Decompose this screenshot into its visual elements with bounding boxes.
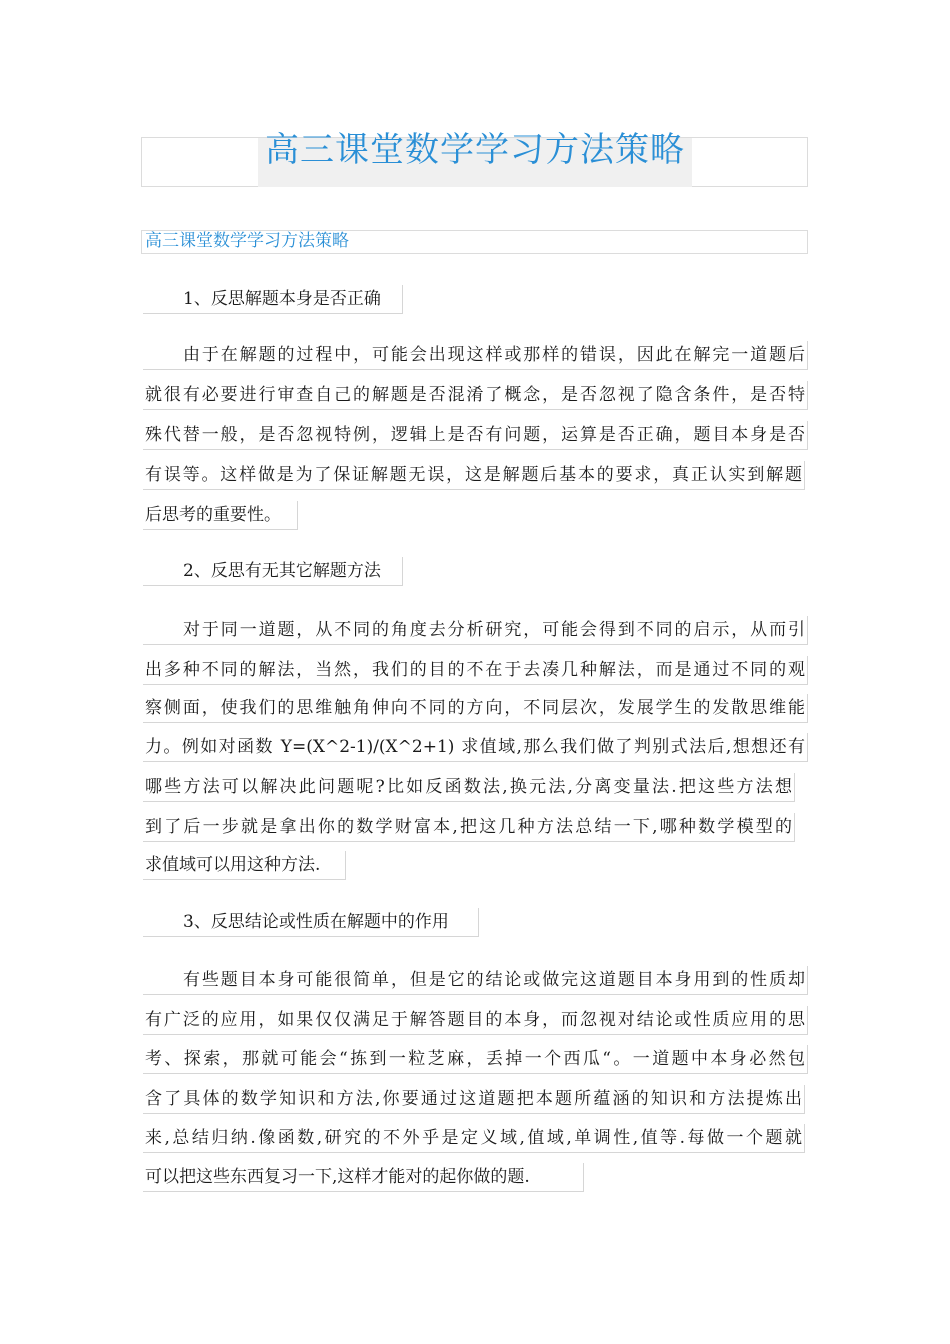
paragraph-line: 到了后一步就是拿出你的数学财富本,把这几种方法总结一下,哪种数学模型的 (143, 813, 795, 842)
paragraph-line: 求值域可以用这种方法. (143, 851, 346, 880)
paragraph-line: 来,总结归纳.像函数,研究的不外乎是定义域,值域,单调性,值等.每做一个题就 (143, 1124, 805, 1153)
paragraph-line: 可以把这些东西复习一下,这样才能对的起你做的题. (143, 1163, 584, 1192)
paragraph-line: 由于在解题的过程中，可能会出现这样或那样的错误，因此在解完一道题后 (143, 341, 808, 370)
paragraph-line: 考、探索，那就可能会“拣到一粒芝麻，丢掉一个西瓜“。一道题中本身必然包 (143, 1045, 808, 1074)
page-title: 高三课堂数学学习方法策略 (265, 130, 685, 170)
paragraph-line: 哪些方法可以解决此问题呢?比如反函数法,换元法,分离变量法.把这些方法想 (143, 773, 795, 802)
paragraph-line: 有些题目本身可能很简单，但是它的结论或做完这道题目本身用到的性质却 (143, 966, 808, 995)
paragraph-line: 就很有必要进行审查自己的解题是否混淆了概念，是否忽视了隐含条件，是否特 (143, 381, 808, 410)
paragraph-line: 后思考的重要性。 (143, 501, 298, 530)
paragraph-line: 有误等。这样做是为了保证解题无误，这是解题后基本的要求，真正认实到解题 (143, 461, 805, 490)
paragraph-line: 对于同一道题，从不同的角度去分析研究，可能会得到不同的启示，从而引 (143, 616, 808, 645)
paragraph-line: 察侧面，使我们的思维触角伸向不同的方向，不同层次，发展学生的发散思维能 (143, 694, 808, 723)
section-heading: 1、反思解题本身是否正确 (143, 285, 403, 314)
subtitle: 高三课堂数学学习方法策略 (145, 231, 349, 251)
paragraph-line: 力。例如对函数 Y=(X^2-1)/(X^2+1) 求值域,那么我们做了判别式法后,想想还有 (143, 733, 808, 762)
section-heading: 3、反思结论或性质在解题中的作用 (143, 908, 479, 937)
paragraph-line: 殊代替一般，是否忽视特例，逻辑上是否有问题，运算是否正确，题目本身是否 (143, 421, 808, 450)
paragraph-line: 含了具体的数学知识和方法,你要通过这道题把本题所蕴涵的知识和方法提炼出 (143, 1085, 805, 1114)
section-heading: 2、反思有无其它解题方法 (143, 557, 403, 586)
paragraph-line: 出多种不同的解法，当然，我们的目的不在于去凑几种解法，而是通过不同的观 (143, 656, 808, 685)
paragraph-line: 有广泛的应用，如果仅仅满足于解答题目的本身，而忽视对结论或性质应用的思 (143, 1006, 808, 1035)
